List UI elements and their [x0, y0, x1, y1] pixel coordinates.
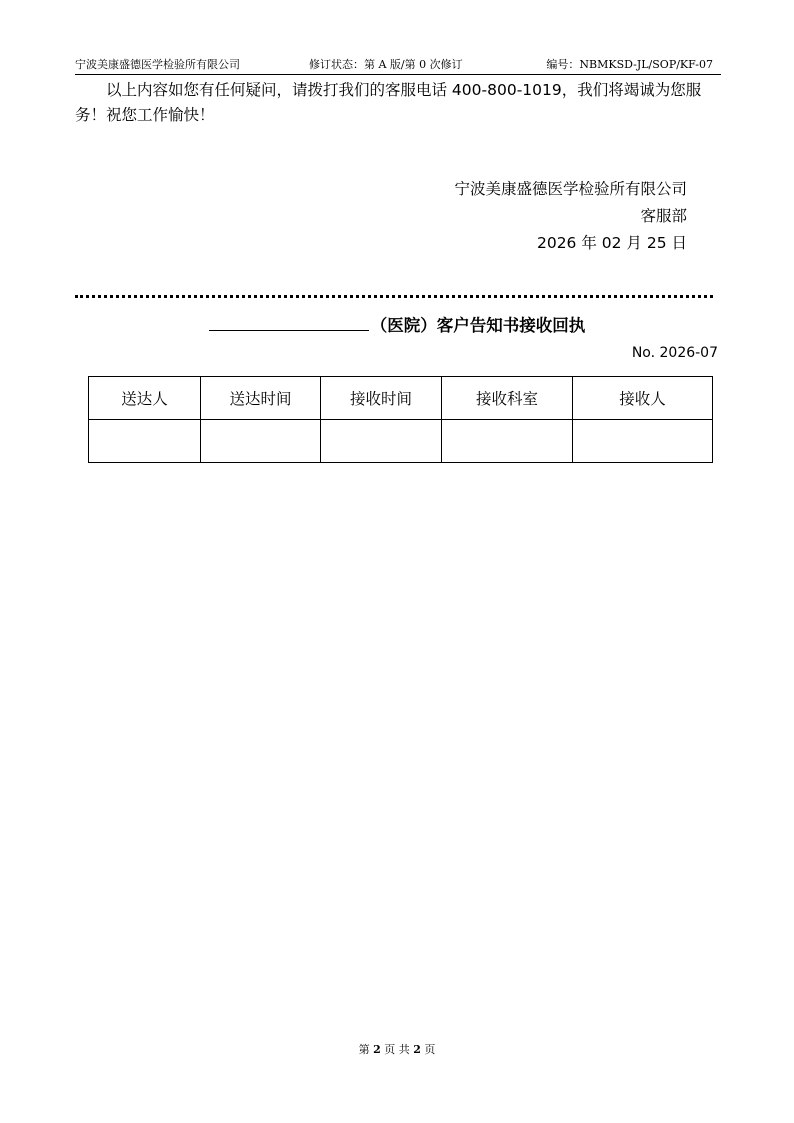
footer-page-number: 2 [373, 1043, 381, 1056]
signature-date: 2026 年 02 月 25 日 [536, 234, 687, 252]
column-header-recipient: 接收人 [573, 377, 713, 420]
header-document-code: 编号：NBMKSD-JL/SOP/KF-07 [546, 58, 713, 71]
header-revision-status: 修订状态：第 A 版/第 0 次修订 [309, 58, 463, 71]
hospital-name-blank[interactable] [209, 312, 369, 331]
table-row [89, 420, 713, 463]
page-footer [0, 1042, 794, 1058]
receipt-number: No. 2026-07 [631, 345, 718, 361]
footer-total-pages: 2 [413, 1043, 421, 1056]
column-header-send-time: 送达时间 [201, 377, 321, 420]
cell-sender[interactable] [89, 420, 201, 463]
cell-recipient[interactable] [573, 420, 713, 463]
footer-suffix: 页 [424, 1043, 436, 1056]
signature-company: 宁波美康盛德医学检验所有限公司 [454, 180, 687, 198]
page-header [75, 56, 721, 75]
cell-receiving-department[interactable] [442, 420, 573, 463]
receipt-title-text: （医院）客户告知书接收回执 [370, 316, 586, 335]
signature-block [454, 176, 687, 257]
signature-department: 客服部 [640, 207, 687, 225]
header-company: 宁波美康盛德医学检验所有限公司 [75, 58, 240, 71]
footer-prefix: 第 [358, 1043, 370, 1056]
footer-middle: 页 共 [384, 1043, 410, 1056]
column-header-sender: 送达人 [89, 377, 201, 420]
receipt-table [88, 376, 713, 463]
receipt-title [0, 312, 794, 338]
cut-line-divider [75, 295, 713, 298]
column-header-receive-time: 接收时间 [321, 377, 442, 420]
closing-paragraph: 以上内容如您有任何疑问，请拨打我们的客服电话 400-800-1019，我们将竭诚为您服务！祝您工作愉快！ [75, 81, 702, 124]
column-header-receiving-department: 接收科室 [442, 377, 573, 420]
table-header-row [89, 377, 713, 420]
cell-receive-time[interactable] [321, 420, 442, 463]
cell-send-time[interactable] [201, 420, 321, 463]
